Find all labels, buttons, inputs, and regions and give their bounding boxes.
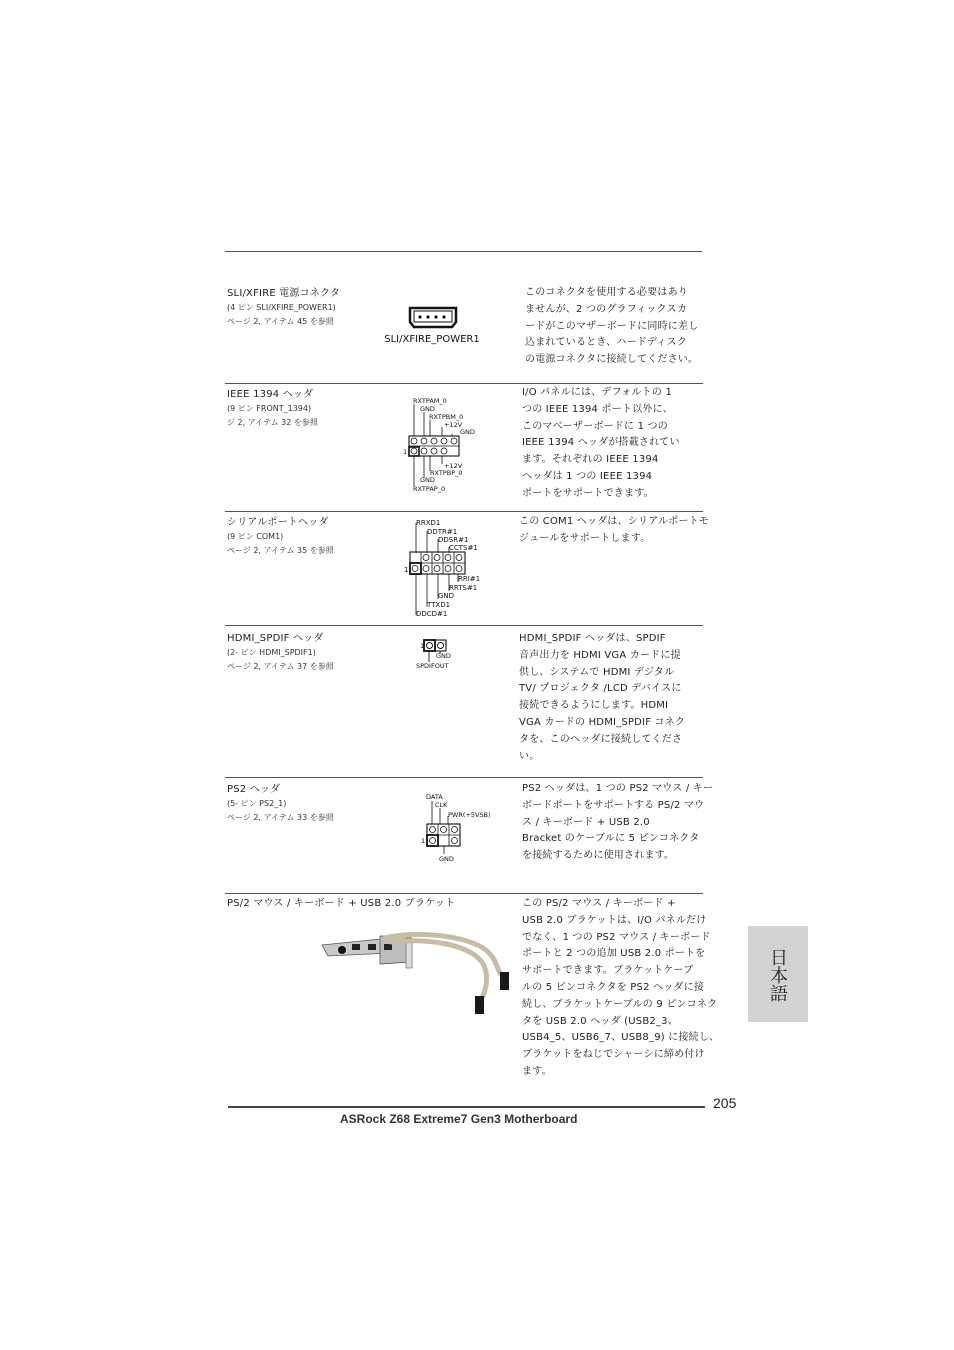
desc-line: IEEE 1394 ヘッダが搭載されてい [522,437,680,449]
pin-label: RRXD1 [416,519,441,527]
desc-line: を接続するために使用されます。 [522,850,675,862]
desc-line: つの IEEE 1394 ポート以外に、 [522,403,673,415]
desc-line: でなく、1 つの PS2 マウス / キーボード [522,931,711,943]
desc-line: この COM1 ヘッダは、シリアルポートモ [519,516,710,527]
section-page-ref: ページ 2, アイテム 37 を参照 [227,662,334,671]
connector-label: SLI/XFIRE_POWER1 [384,334,480,345]
pin-label: RXTPAM_0 [413,397,447,405]
desc-line: サポートできます。ブラケットケーブ [522,965,694,977]
section-pin-info: (2- ピン HDMI_SPDIF1) [227,648,316,657]
desc-line: TV/ プロジェクタ /LCD デバイスに [519,683,682,695]
ps2-description [522,781,713,865]
ieee1394-description [522,385,680,503]
desc-line: 供し、システムで HDMI デジタル [519,666,675,678]
desc-line: 続し、ブラケットケーブルの 9 ピンコネク [522,998,718,1010]
desc-line: の電源コネクタに接続してください。 [525,354,699,366]
desc-line: HDMI_SPDIF ヘッダは、SPDIF [519,633,666,644]
ps2-header-pin-diagram [418,790,498,865]
desc-line: ス / キーボード + USB 2.0 [522,816,650,828]
pin-label: DDCD#1 [416,610,448,618]
desc-line: 音声出力を HDMI VGA カードに提 [519,649,681,661]
section-divider [225,777,703,778]
pin1-marker: 1 [404,566,409,574]
section-title: IEEE 1394 ヘッダ [227,389,314,400]
language-side-tab [748,926,808,1022]
desc-line: この PS/2 マウス / キーボード + [522,898,676,909]
section-pin-info: (5- ピン PS2_1) [227,799,287,808]
desc-line: タを USB 2.0 ヘッダ (USB2_3、 [522,1015,678,1027]
desc-line: I/O パネルには、デフォルトの 1 [522,387,673,398]
pin1-marker: 1 [421,837,426,845]
pin-label: TTXD1 [427,601,451,609]
section-pin-info: (9 ピン COM1) [227,532,284,541]
section-page-ref: ページ 2, アイテム 45 を参照 [227,317,334,326]
pin-label: DDTR#1 [427,528,458,536]
page-number: 205 [713,1095,737,1111]
pin-label: +12V [444,462,463,470]
desc-line: このマべーザーボードに 1 つの [522,420,668,432]
pin1-marker: 1 [420,642,425,650]
top-rule [225,251,702,252]
ps2-heading [227,783,397,825]
serial-port-description [519,514,709,548]
pin-label: RXTPBM_0 [429,413,464,421]
section-divider [225,511,703,512]
desc-line: ます。それぞれの IEEE 1394 [522,454,659,466]
section-pin-info: (4 ピン SLI/XFIRE_POWER1) [227,303,336,312]
ieee1394-header-pin-diagram [400,392,500,496]
ps2-usb-bracket-description [522,896,719,1081]
footer-title: ASRock Z68 Extreme7 Gen3 Motherboard [340,1112,578,1126]
desc-line: PS2 ヘッダは、1 つの PS2 マウス / キー [522,783,714,794]
pin-label: PWR(+5VSB) [448,811,491,819]
ps2-usb-bracket-heading [227,897,497,911]
pin-label: GND [460,428,475,436]
desc-line: ードがこのマザーボードに同時に差し [525,320,699,332]
desc-line: USB4_5、USB6_7、USB8_9) に接続し、 [522,1032,720,1044]
section-pin-info: (9 ピン FRONT_1394) [227,404,312,413]
ieee1394-heading [227,388,397,430]
desc-line: ポートと 2 つの追加 USB 2.0 ポートを [522,948,706,960]
footer-rule [228,1106,705,1108]
pin-label: GND [439,855,454,863]
pin-label: RRI#1 [458,575,481,583]
hdmi-spdif-heading [227,632,397,674]
desc-line: 接続できるようにします。HDMI [519,700,669,712]
section-divider [225,383,703,384]
pin-label: CCTS#1 [449,544,478,552]
pin-label: SPDIFOUT [416,662,449,670]
desc-line: ジュールをサポートします。 [519,532,651,544]
pin-label: DATA [426,793,443,801]
hdmi-spdif-description [519,631,685,765]
section-divider [225,625,703,626]
serial-port-header-pin-diagram [400,515,500,620]
section-title: PS/2 マウス / キーボード + USB 2.0 ブラケット [227,898,456,909]
desc-line: ポートをサポートできます。 [522,487,654,499]
desc-line: ブラケットをねじでシャーシに締め付け [522,1049,705,1061]
section-title: SLI/XFIRE 電源コネクタ [227,288,341,299]
desc-line: このコネクタを使用する必要はあり [525,287,688,298]
section-title: HDMI_SPDIF ヘッダ [227,633,324,644]
sli-xfire-power-connector-diagram [370,300,495,348]
pin-label: +12V [444,421,463,429]
desc-line: タを、このヘッダに接続してくださ [519,733,683,745]
pin-label: GND [438,592,455,600]
section-title: シリアルポートヘッダ [227,517,329,528]
desc-line: USB 2.0 ブラケットは、I/O パネルだけ [522,914,707,926]
pin-label: RRTS#1 [449,584,478,592]
section-divider [225,893,703,894]
desc-line: ませんが、2 つのグラフィックスカ [525,303,688,315]
pin-label: DDSR#1 [438,536,469,544]
pin1-marker: 1 [403,448,408,456]
desc-line: VGA カードの HDMI_SPDIF コネク [519,716,686,728]
desc-line: ます。 [522,1065,552,1077]
desc-line: い。 [519,750,540,762]
section-page-ref: ページ 2, アイテム 35 を参照 [227,546,334,555]
sli-xfire-description [525,285,698,369]
desc-line: ルの 5 ピンコネクタを PS2 ヘッダに接 [522,981,705,993]
pin-label: RXTPAP_0 [413,485,446,493]
desc-line: ヘッダは 1 つの IEEE 1394 [522,470,653,482]
desc-line: ボードポートをサポートする PS/2 マウ [522,799,705,811]
hdmi-spdif-header-pin-diagram [410,636,480,676]
language-label: 日本語 [767,948,788,1002]
serial-port-heading [227,516,397,558]
section-page-ref: ジ 2, アイテム 32 を参照 [227,418,318,427]
desc-line: 込まれているとき、ハードディスク [525,337,687,349]
pin-label: GND [420,405,435,413]
section-page-ref: ページ 2, アイテム 33 を参照 [227,813,334,822]
pin-label: RXTPBP_0 [430,469,463,477]
pin-label: GND [420,476,435,484]
ps2-usb-bracket-illustration [318,918,518,1018]
pin-label: CLK [435,801,448,809]
pin-label: GND [436,652,451,660]
section-title: PS2 ヘッダ [227,784,281,795]
desc-line: Bracket のケーブルに 5 ピンコネクタ [522,833,700,845]
